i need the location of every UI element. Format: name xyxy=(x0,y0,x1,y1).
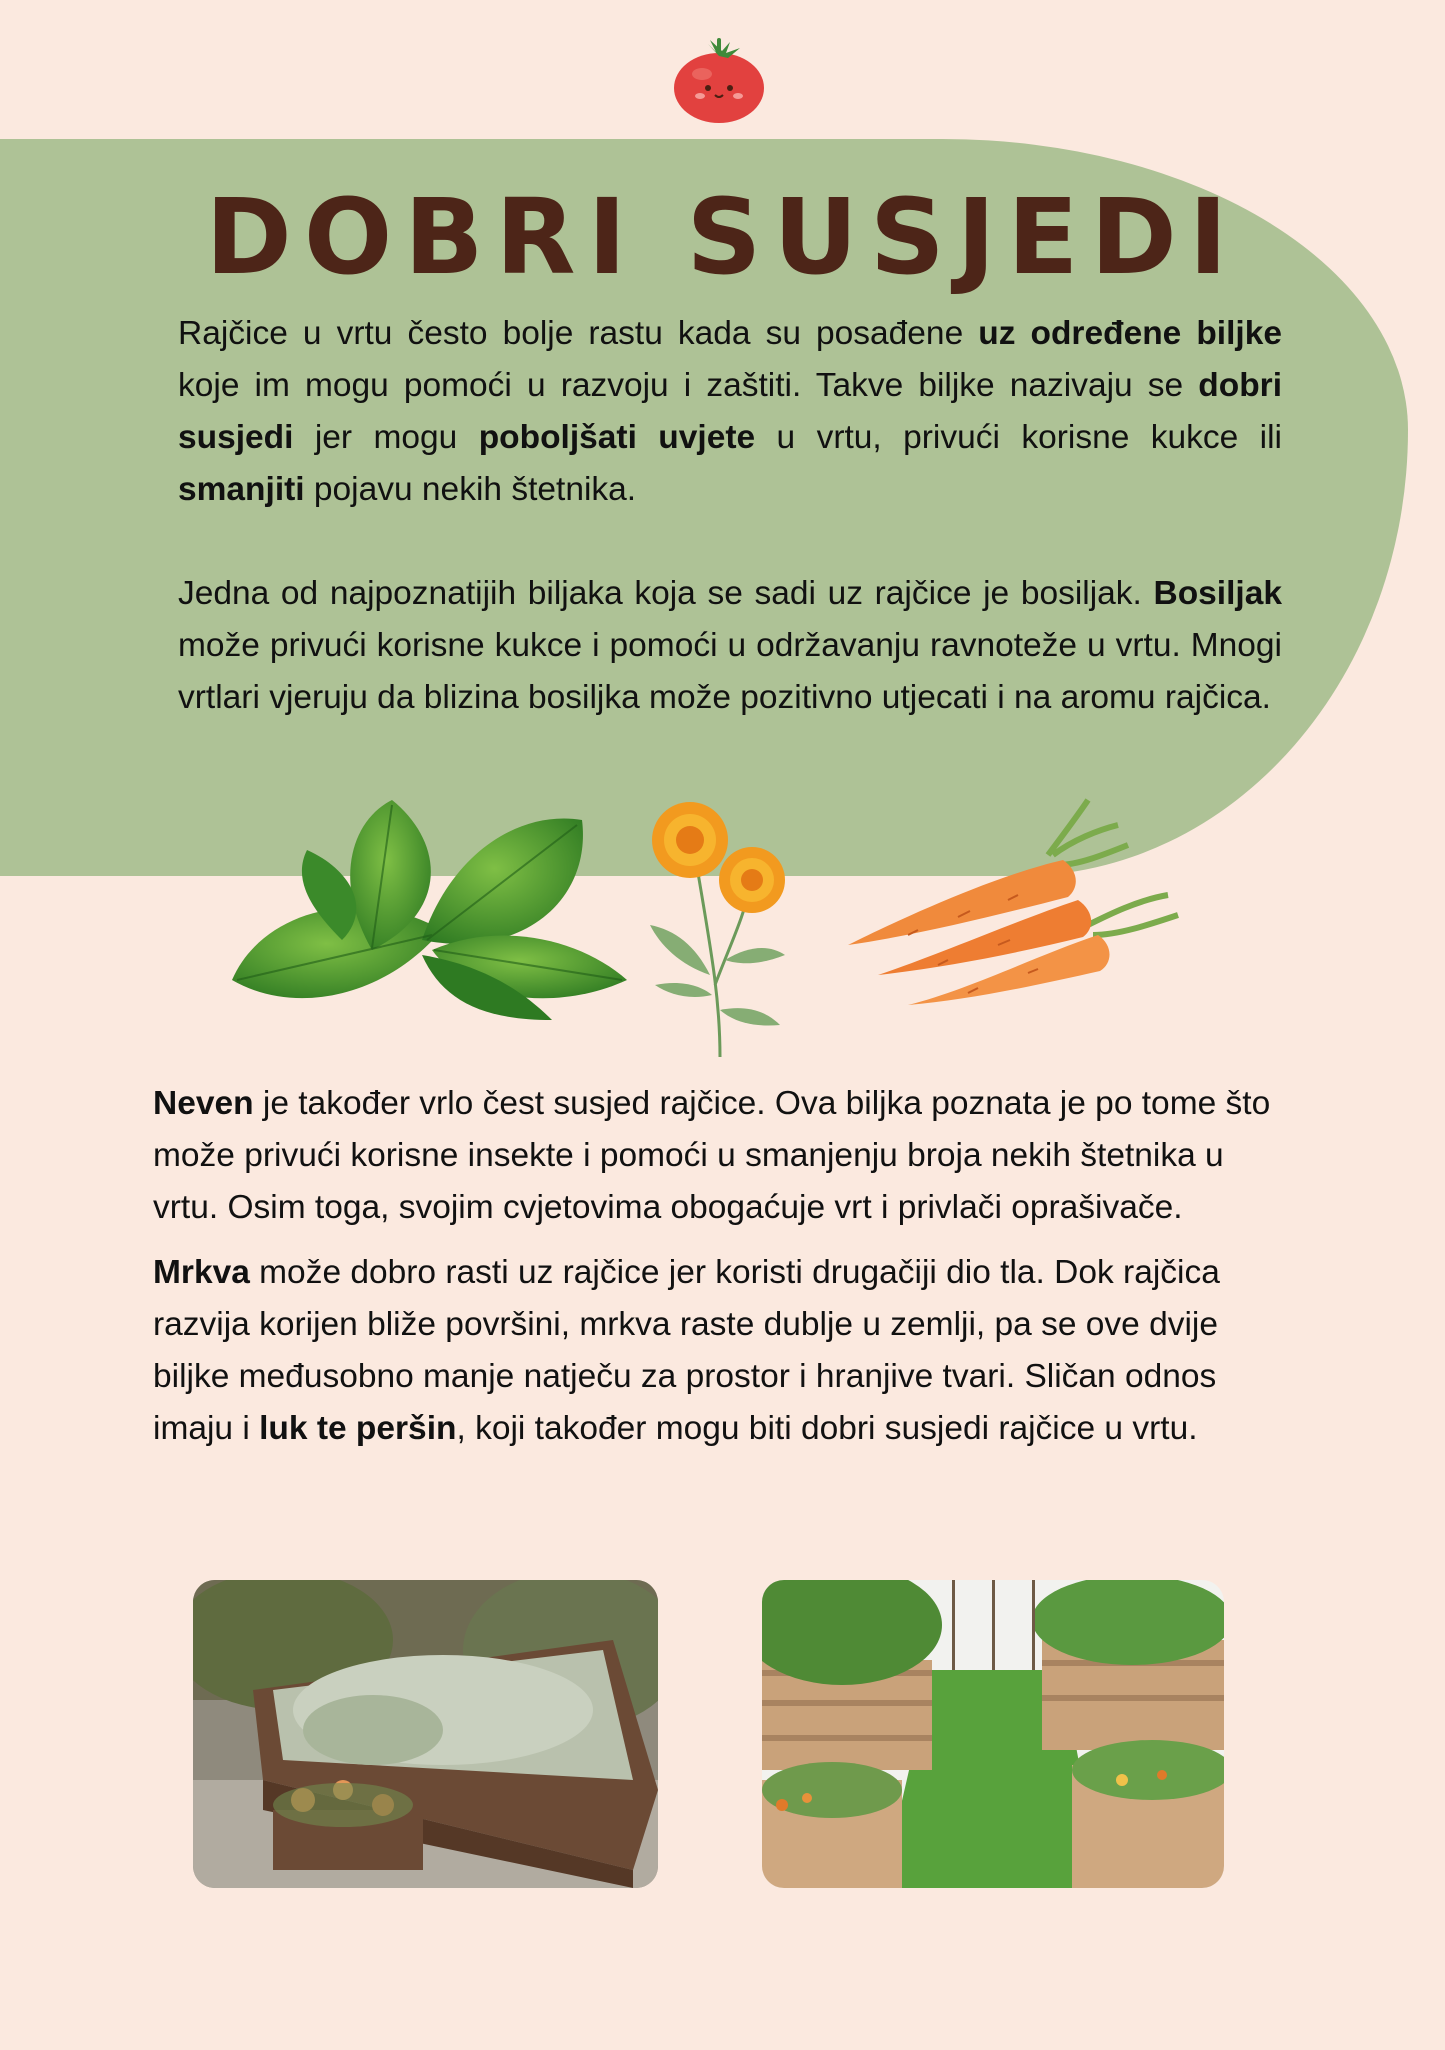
intro-paragraph-2: Jedna od najpoznatijih biljaka koja se sadi uz rajčice je bosiljak. Bosiljak može privući korisne kukce i pomoći u održavanju ravnoteže u vrtu. Mnogi vrtlari vjeruju da blizina bosiljka može pozitivno utjecati i na aromu rajčica. xyxy=(178,575,1282,716)
intro-paragraph-1: Rajčice u vrtu često bolje rastu kada su posađene uz određene biljke koje im mogu pomoći u razvoju i zaštiti. Takve biljke nazivaju se dobri susjedi jer mogu poboljšati uvjete u vrtu, privući korisne kukce ili smanjiti pojavu nekih štetnika. xyxy=(178,315,1282,508)
body-text xyxy=(153,1078,1273,1455)
page-title: DOBRI SUSJEDI xyxy=(205,176,1240,298)
marigold-illustration xyxy=(640,795,800,1057)
carrots-illustration xyxy=(848,795,1188,1015)
intro-text xyxy=(178,308,1282,724)
raised-beds-lawn-photo xyxy=(762,1580,1224,1888)
body-paragraph-neven: Neven je također vrlo čest susjed rajčice. Ova biljka poznata je po tome što može privući korisne insekte i pomoći u smanjenju broja nekih štetnika u vrtu. Osim toga, svojim cvjetovima obogaćuje vrt i privlači oprašivače. xyxy=(153,1085,1271,1226)
marigold-flower-top xyxy=(652,802,728,878)
tomato-icon xyxy=(672,36,766,124)
body-paragraph-mrkva: Mrkva može dobro rasti uz rajčice jer koristi drugačiji dio tla. Dok rajčica razvija korijen bliže površini, mrkva raste dublje u zemlji, pa se ove dvije biljke međusobno manje natječu za prostor i hranjive tvari. Sličan odnos imaju i luk te peršin, koji također mogu biti dobri susjedi rajčice u vrtu. xyxy=(153,1254,1220,1447)
raised-garden-bed-photo xyxy=(193,1580,658,1888)
marigold-flower-right xyxy=(719,847,785,913)
basil-illustration xyxy=(222,790,632,1020)
